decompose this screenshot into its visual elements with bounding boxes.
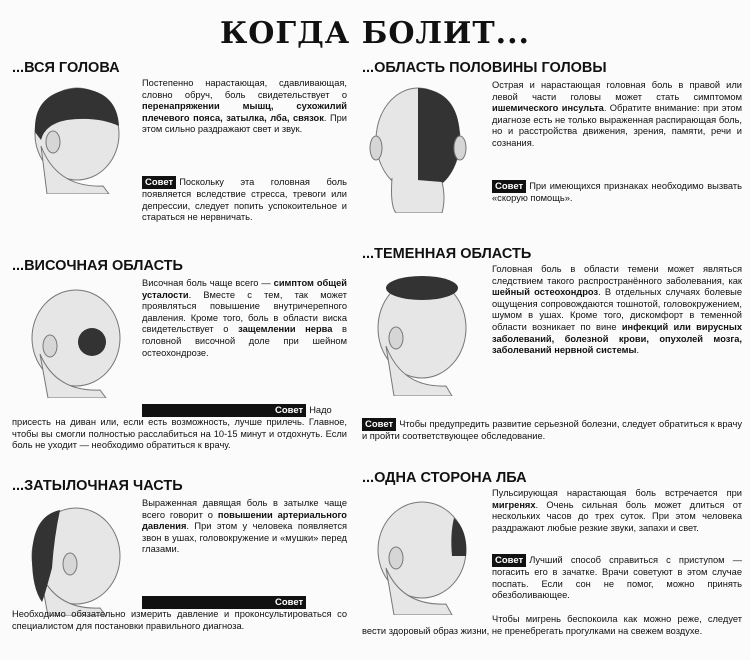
section-forehead bbox=[362, 470, 742, 658]
emphasis-text: защемлении нерва bbox=[238, 324, 333, 335]
head-illustration-half bbox=[362, 78, 474, 213]
body-run: . При этом у человека появляется звон в ушах, головокружение и «мушки» перед глазами. bbox=[142, 521, 347, 555]
body-run: Острая и нарастающая головная боль в правой или левой части головы может стать симптомом bbox=[492, 80, 742, 102]
body-run: . Вместе с тем, так может проявляться повышение внутричерепного давления. Кроме того, боль в области виска свидетельствует о bbox=[142, 289, 347, 335]
emphasis-text: шейный остеохондроз bbox=[492, 287, 599, 298]
tip-label: Совет bbox=[142, 596, 306, 609]
section-body bbox=[492, 488, 742, 534]
section-body bbox=[142, 278, 347, 359]
tip-body: Необходимо обязательно измерить давление и проконсультироваться со специалистом для постановки правильного диагноза. bbox=[12, 609, 347, 631]
tip-body: Чтобы предупредить развитие серьезной болезни, следует обратиться к врачу и пройти соответствующее обследование. bbox=[362, 419, 742, 441]
section-occiput bbox=[12, 478, 347, 658]
section-body bbox=[142, 78, 347, 136]
head-illustration-crown bbox=[366, 266, 478, 396]
tip-body: Поскольку эта головная боль появляется вследствие стресса, тревоги или депрессии, следует попить успокоительное и стараться не нервничать. bbox=[142, 177, 347, 223]
section-body bbox=[492, 80, 742, 150]
body-run: Постепенно нарастающая, сдавливающая, словно обруч, боль свидетельствует о bbox=[142, 78, 347, 100]
tip-label: Совет bbox=[492, 180, 526, 193]
head-illustration-temple bbox=[20, 280, 132, 398]
body-run: . В отдельных случаях болевые ощущения сопровождаются тошнотой, головокружением, шумом в ушах. Кроме того, дискомфорт в теменной области возникает по вине bbox=[492, 287, 742, 332]
tip-label: Совет bbox=[142, 404, 306, 417]
emphasis-text: повышении артериального давления bbox=[142, 509, 347, 532]
body-run: Выраженная давящая боль в затылке чаще всего говорит о bbox=[142, 498, 347, 520]
emphasis-text: инфекций или вирусных заболеваний, болезной крови, опухолей мозга, заболеваний нервной системы bbox=[492, 321, 742, 356]
body-run: . При этом сильно раздражают свет и звук. bbox=[142, 112, 347, 135]
tip-text bbox=[492, 554, 742, 602]
section-title: ...ТЕМЕННАЯ ОБЛАСТЬ bbox=[362, 246, 532, 262]
emphasis-text: мигренях bbox=[492, 499, 536, 510]
tip-label: Совет bbox=[492, 554, 526, 567]
page-title: КОГДА БОЛИТ... bbox=[220, 16, 530, 51]
body-run: в головной височной доле при шейном остеохондрозе. bbox=[142, 324, 347, 358]
section-temple bbox=[12, 258, 347, 473]
section-title: ...ЗАТЫЛОЧНАЯ ЧАСТЬ bbox=[12, 478, 183, 494]
section-title: ...ВСЯ ГОЛОВА bbox=[12, 60, 120, 76]
tip-text bbox=[362, 418, 742, 443]
tip-label: Совет bbox=[142, 176, 176, 189]
emphasis-text: ишемического инсульта bbox=[492, 103, 604, 114]
body-run: . bbox=[636, 345, 640, 356]
tip-body: Надо присесть на диван или, если есть возможность, лучше прилечь. Главное, чтобы вы смогли полностью расслабиться на 10-15 минут и отдохнуть. Если боль не уходит — необходимо обратиться к врачу. bbox=[12, 405, 347, 451]
section-body bbox=[492, 264, 742, 357]
body-run: . Очень сильная боль может длиться от нескольких часов до трех суток. При этом человека раздражают любые резкие звуки, запахи и свет. bbox=[492, 499, 742, 533]
body-run: Височная боль чаще всего — bbox=[142, 278, 274, 288]
section-whole-head bbox=[12, 60, 347, 250]
tip-text bbox=[142, 176, 347, 224]
section-title: ...ОБЛАСТЬ ПОЛОВИНЫ ГОЛОВЫ bbox=[362, 60, 607, 76]
section-title: ...ВИСОЧНАЯ ОБЛАСТЬ bbox=[12, 258, 183, 274]
body-run: Головная боль в области темени может являться следствием такого распространённого заболевания, как bbox=[492, 264, 742, 286]
tip-body: При имеющихся признаках необходимо вызвать «скорую помощь». bbox=[492, 181, 742, 203]
tip-body: Лучший способ справиться с приступом — погасить его в зачатке. Врачи советуют в этом случае поспать. Если сон не помог, можно принять обезболивающее. bbox=[492, 555, 742, 601]
tip-label: Совет bbox=[362, 418, 396, 431]
tip-text bbox=[492, 180, 742, 205]
section-half-head bbox=[362, 60, 742, 240]
emphasis-text: перенапряжении мышц, сухожилий плечевого пояса, затылка, лба, связок bbox=[142, 101, 347, 123]
tip-text bbox=[12, 404, 347, 452]
closing-note: Чтобы мигрень беспокоила как можно реже, следует вести здоровый образ жизни, не пренебрегать прогулками на свежем воздухе. bbox=[362, 614, 742, 636]
body-run: . Обратите внимание: при этом диагнозе есть не только выраженная распирающая боль, но и расстройства движения, зрения, памяти, речи и сознания. bbox=[492, 103, 742, 148]
head-illustration-forehead bbox=[366, 490, 481, 615]
section-title: ...ОДНА СТОРОНА ЛБА bbox=[362, 470, 527, 486]
section-crown bbox=[362, 246, 742, 464]
emphasis-text: симптом общей усталости bbox=[142, 278, 348, 300]
tip-text bbox=[12, 596, 347, 632]
section-body bbox=[142, 498, 347, 556]
head-illustration-whole bbox=[17, 76, 135, 194]
body-run: Пульсирующая нарастающая боль встречается при bbox=[492, 488, 742, 498]
